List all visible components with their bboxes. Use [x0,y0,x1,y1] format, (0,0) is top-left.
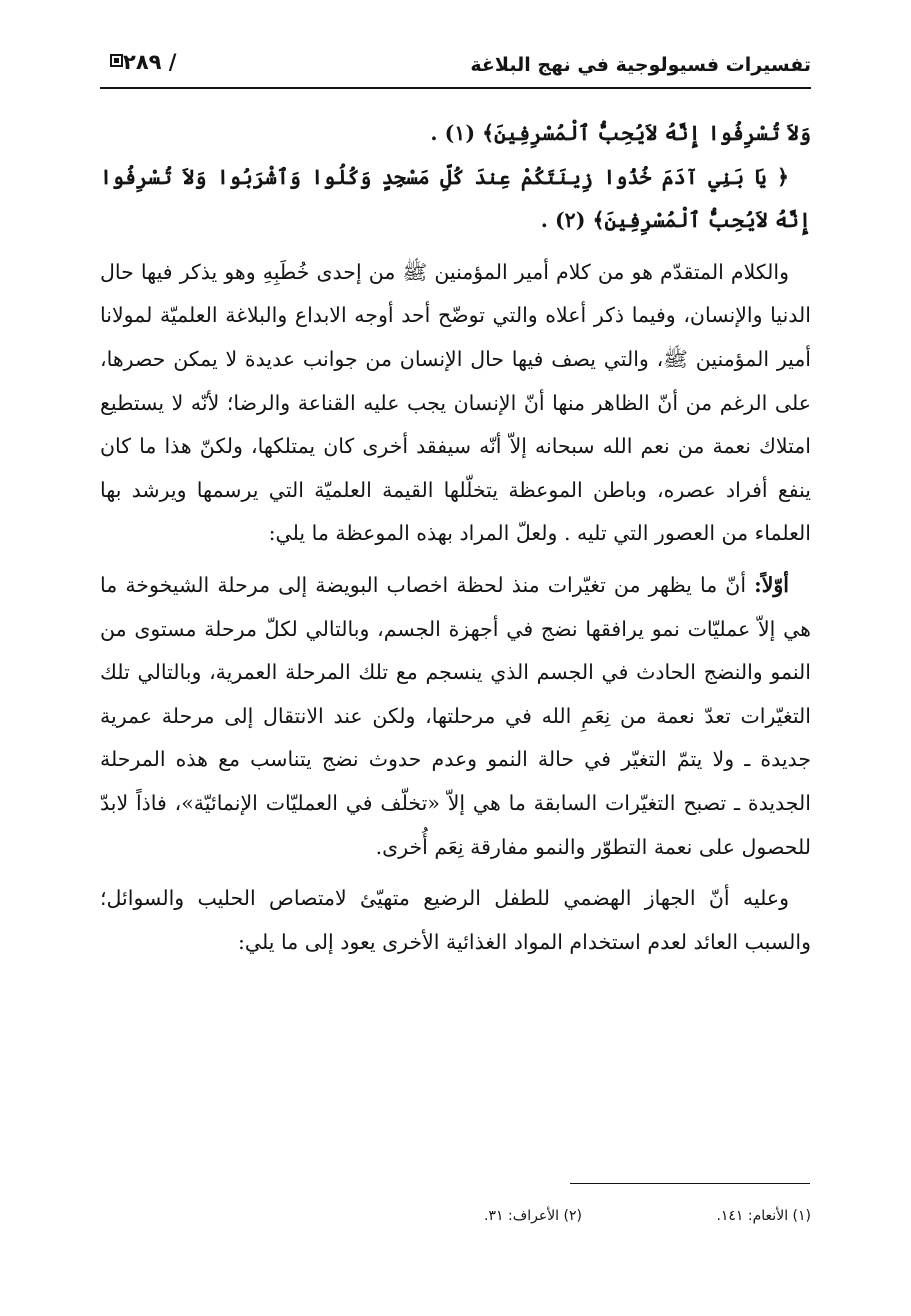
paragraph-intro: والكلام المتقدّم هو من كلام أمير المؤمنين ﷺ من إحدى خُطَبِهِ وهو يذكر فيها حال الدنيا والإنسان، وفيما ذكر أعلاه والتي توضّح أحد أوجه الابداع والبلاغة العلميّة لمولانا أمير المؤمنين ﷺ، والتي يصف فيها حال الإنسان من جوانب عديدة لا يمكن حصرها، على الرغم من أنّ الظاهر منها أنّ الإنسان يجب عليه القناعة والرضا؛ لأنّه لا يستطيع امتلاك نعمة من نعم الله سبحانه إلاّ أنّه سيفقد أخرى كان يمتلكها، ولكنّ هذا ما كان ينفع أفراد عصره، وباطن الموعظة يتخلّلها القيمة العلميّة التي يرسمها ويرشد بها العلماء من العصور التي تليه . ولعلّ المراد بهذه الموعظة ما يلي: [100,259,811,546]
page-number-block [100,50,176,74]
paragraph-digestive: وعليه أنّ الجهاز الهضمي للطفل الرضيع متهيّئ لامتصاص الحليب والسوائل؛ والسبب العائد لعدم استخدام المواد الغذائية الأخرى يعود إلى ما يلي: [100,886,811,954]
main-text [100,112,811,964]
running-title: تفسيرات فسيولوجية في نهج البلاغة [470,54,811,76]
footnote-2: (٢) الأعراف: ٣١. [484,1208,582,1224]
quran-verse-2: ﴿ يَا بَنِي آدَمَ خُذُوا زِينَتَكُمْ عِندَ كُلِّ مَسْجِدٍ وَكُلُوا وَٱشْرَبُوا وَلاَ تُسْرِفُوا إِنَّهُ لاَيُحِبُّ ٱلْمُسْرِفِينَ﴾ (٢) . [100,164,811,233]
footnote-rule [570,1183,810,1184]
header-rule [100,87,811,89]
footnotes [100,1208,811,1224]
page-header [100,46,811,86]
footnote-1: (١) الأنعام: ١٤١. [716,1208,811,1224]
lead-word: أوّلاً: [754,572,789,597]
quran-verse-1: وَلاَ تُسْرِفُوا إِنَّهُ لاَيُحِبُّ ٱلْمُسْرِفِينَ﴾ (١) . [430,121,811,145]
square-ornament-icon [110,54,123,67]
page-number: ٢٨٩ / [123,50,177,74]
paragraph-first-point [100,564,811,869]
first-point-text: أنّ ما يظهر من تغيّرات منذ لحظة اخصاب البويضة إلى مرحلة الشيخوخة ما هي إلاّ عمليّات نمو يرافقها نضج في أجهزة الجسم، وبالتالي لكلّ مرحلة مستوى من النمو والنضج الحادث في الجسم الذي ينسجم مع تلك المرحلة العمرية، وبالتالي تلك التغيّرات تعدّ نعمة من نِعَمِ الله في مرحلتها، ولكن عند الانتقال إلى مرحلة عمرية جديدة ـ ولا يتمّ التغيّر في حالة النمو وعدم حدوث نضج يتناسب مع هذه المرحلة الجديدة ـ تصبح التغيّرات السابقة ما هي إلاّ «تخلّف في العمليّات الإنمائيّة»، فاذاً لابدّ للحصول على نعمة التطوّر والنمو مفارقة نِعَم أُخرى. [100,572,811,859]
